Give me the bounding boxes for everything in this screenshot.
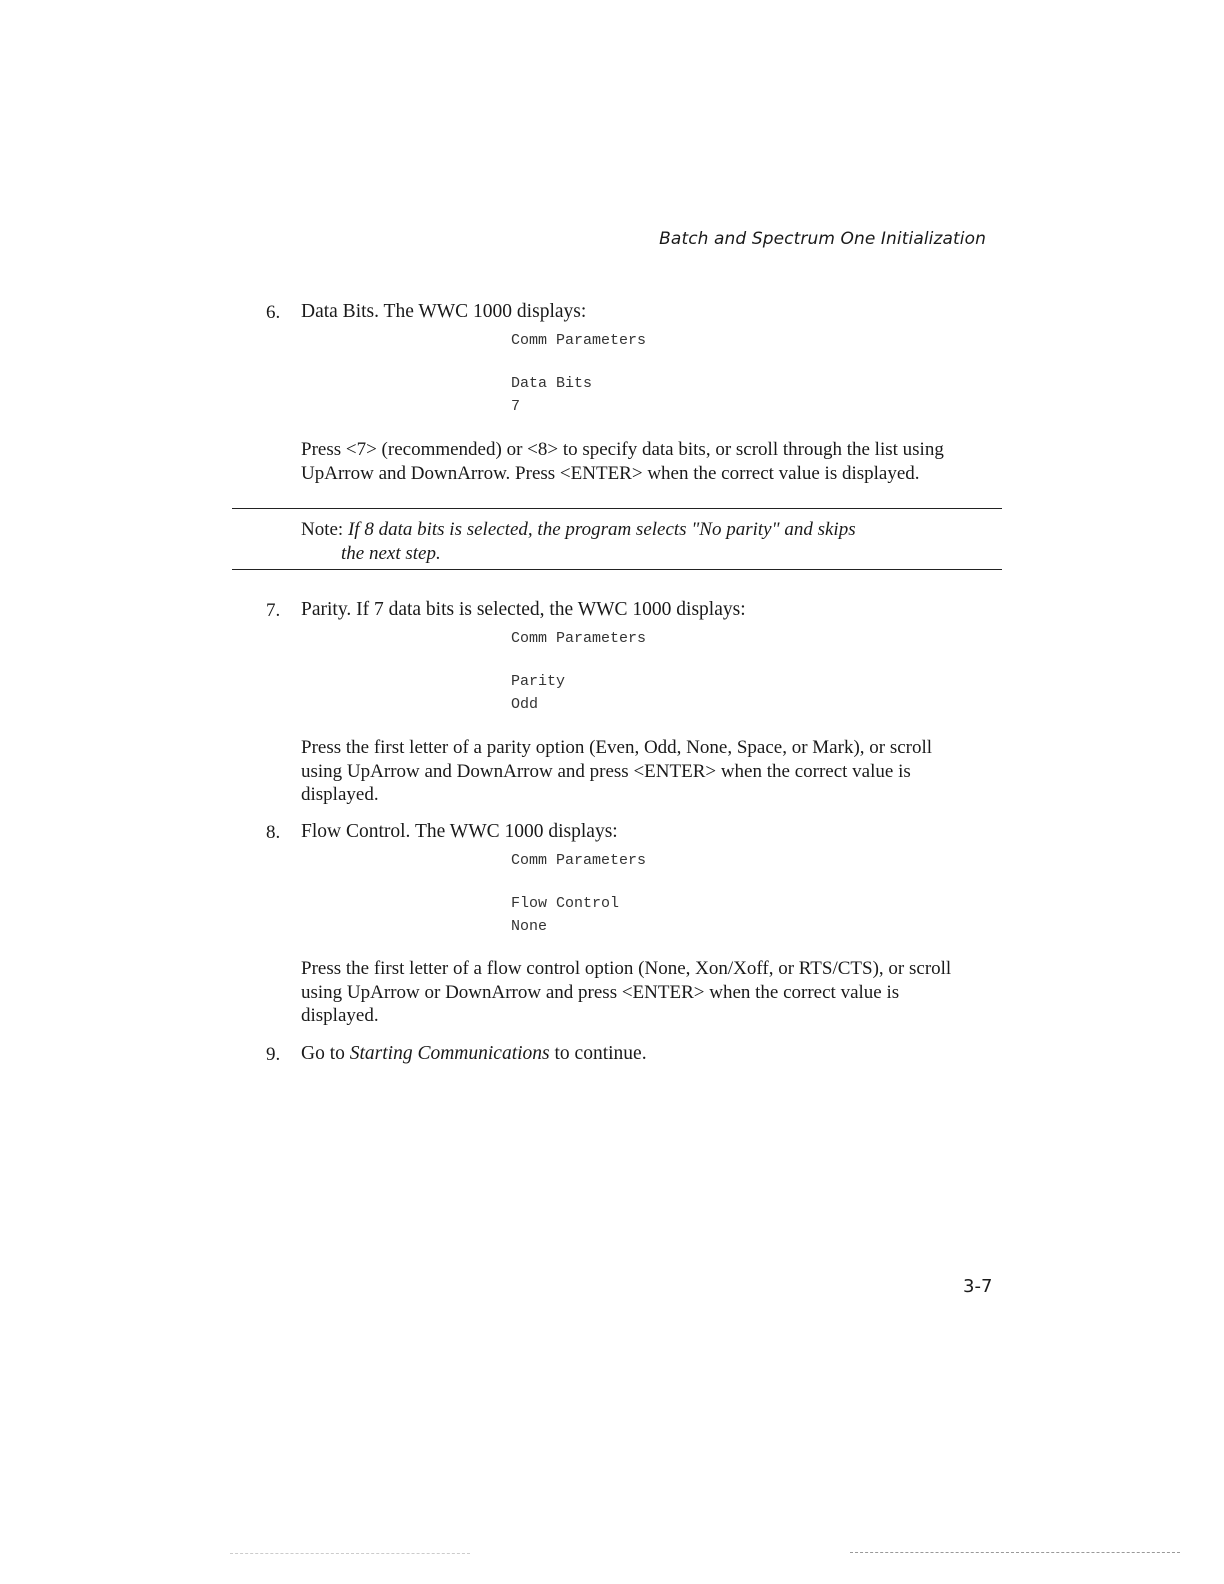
- step-title: Parity.: [301, 599, 352, 620]
- lcd-line: Comm Parameters: [511, 852, 647, 869]
- note-text: If 8 data bits is selected, the program selects "No parity" and skips: [347, 519, 856, 540]
- lcd-line: Comm Parameters: [511, 332, 647, 349]
- note-label: Note:: [301, 519, 344, 540]
- step-number: 8.: [266, 822, 281, 843]
- note-text: the next step.: [341, 543, 441, 564]
- running-header: Batch and Spectrum One Initialization: [659, 229, 986, 249]
- lcd-line: Parity: [511, 673, 566, 690]
- body-line: displayed.: [301, 1005, 379, 1026]
- body-line: UpArrow and DownArrow. Press <ENTER> when the correct value is displayed.: [301, 462, 920, 484]
- lcd-line: Comm Parameters: [511, 630, 647, 647]
- lcd-line: Data Bits: [511, 375, 593, 392]
- body-line: using UpArrow and DownArrow and press <ENTER> when the correct value is: [301, 760, 911, 782]
- lcd-line: None: [511, 918, 548, 935]
- step-intro: The WWC 1000 displays:: [383, 301, 587, 322]
- note: [301, 518, 856, 566]
- step-text: to continue.: [549, 1043, 647, 1064]
- step-heading: [301, 599, 746, 621]
- step-number: 9.: [266, 1044, 281, 1065]
- body-line: displayed.: [301, 784, 379, 805]
- scan-artifact: [230, 1553, 470, 1554]
- step-intro: The WWC 1000 displays:: [414, 821, 618, 842]
- step-heading: [301, 821, 618, 843]
- step-body: [301, 736, 1001, 807]
- body-line: using UpArrow or DownArrow and press <ENTER> when the correct value is: [301, 981, 900, 1003]
- note-rule-bottom: [232, 569, 1002, 570]
- scan-artifact: [850, 1552, 1180, 1553]
- step-body: [301, 438, 1001, 485]
- step-body: [301, 957, 1001, 1028]
- note-rule-top: [232, 508, 1002, 509]
- lcd-line: Flow Control: [511, 895, 620, 912]
- step-heading: [301, 1043, 647, 1065]
- lcd-line: Odd: [511, 696, 539, 713]
- step-title: Flow Control.: [301, 821, 411, 842]
- cross-reference: Starting Communications: [349, 1043, 550, 1064]
- step-title: Data Bits.: [301, 301, 379, 322]
- step-heading: [301, 301, 586, 323]
- body-line: Press the first letter of a flow control option (None, Xon/Xoff, or RTS/CTS), or scroll: [301, 958, 952, 979]
- lcd-line: 7: [511, 398, 521, 415]
- step-number: 7.: [266, 600, 281, 621]
- step-number: 6.: [266, 302, 281, 323]
- body-line: Press the first letter of a parity option (Even, Odd, None, Space, or Mark), or scroll: [301, 737, 933, 758]
- page-number: 3-7: [963, 1276, 993, 1297]
- step-text: Go to: [301, 1043, 350, 1064]
- body-line: Press <7> (recommended) or <8> to specify data bits, or scroll through the list using: [301, 439, 944, 460]
- step-intro: If 7 data bits is selected, the WWC 1000 displays:: [356, 599, 746, 620]
